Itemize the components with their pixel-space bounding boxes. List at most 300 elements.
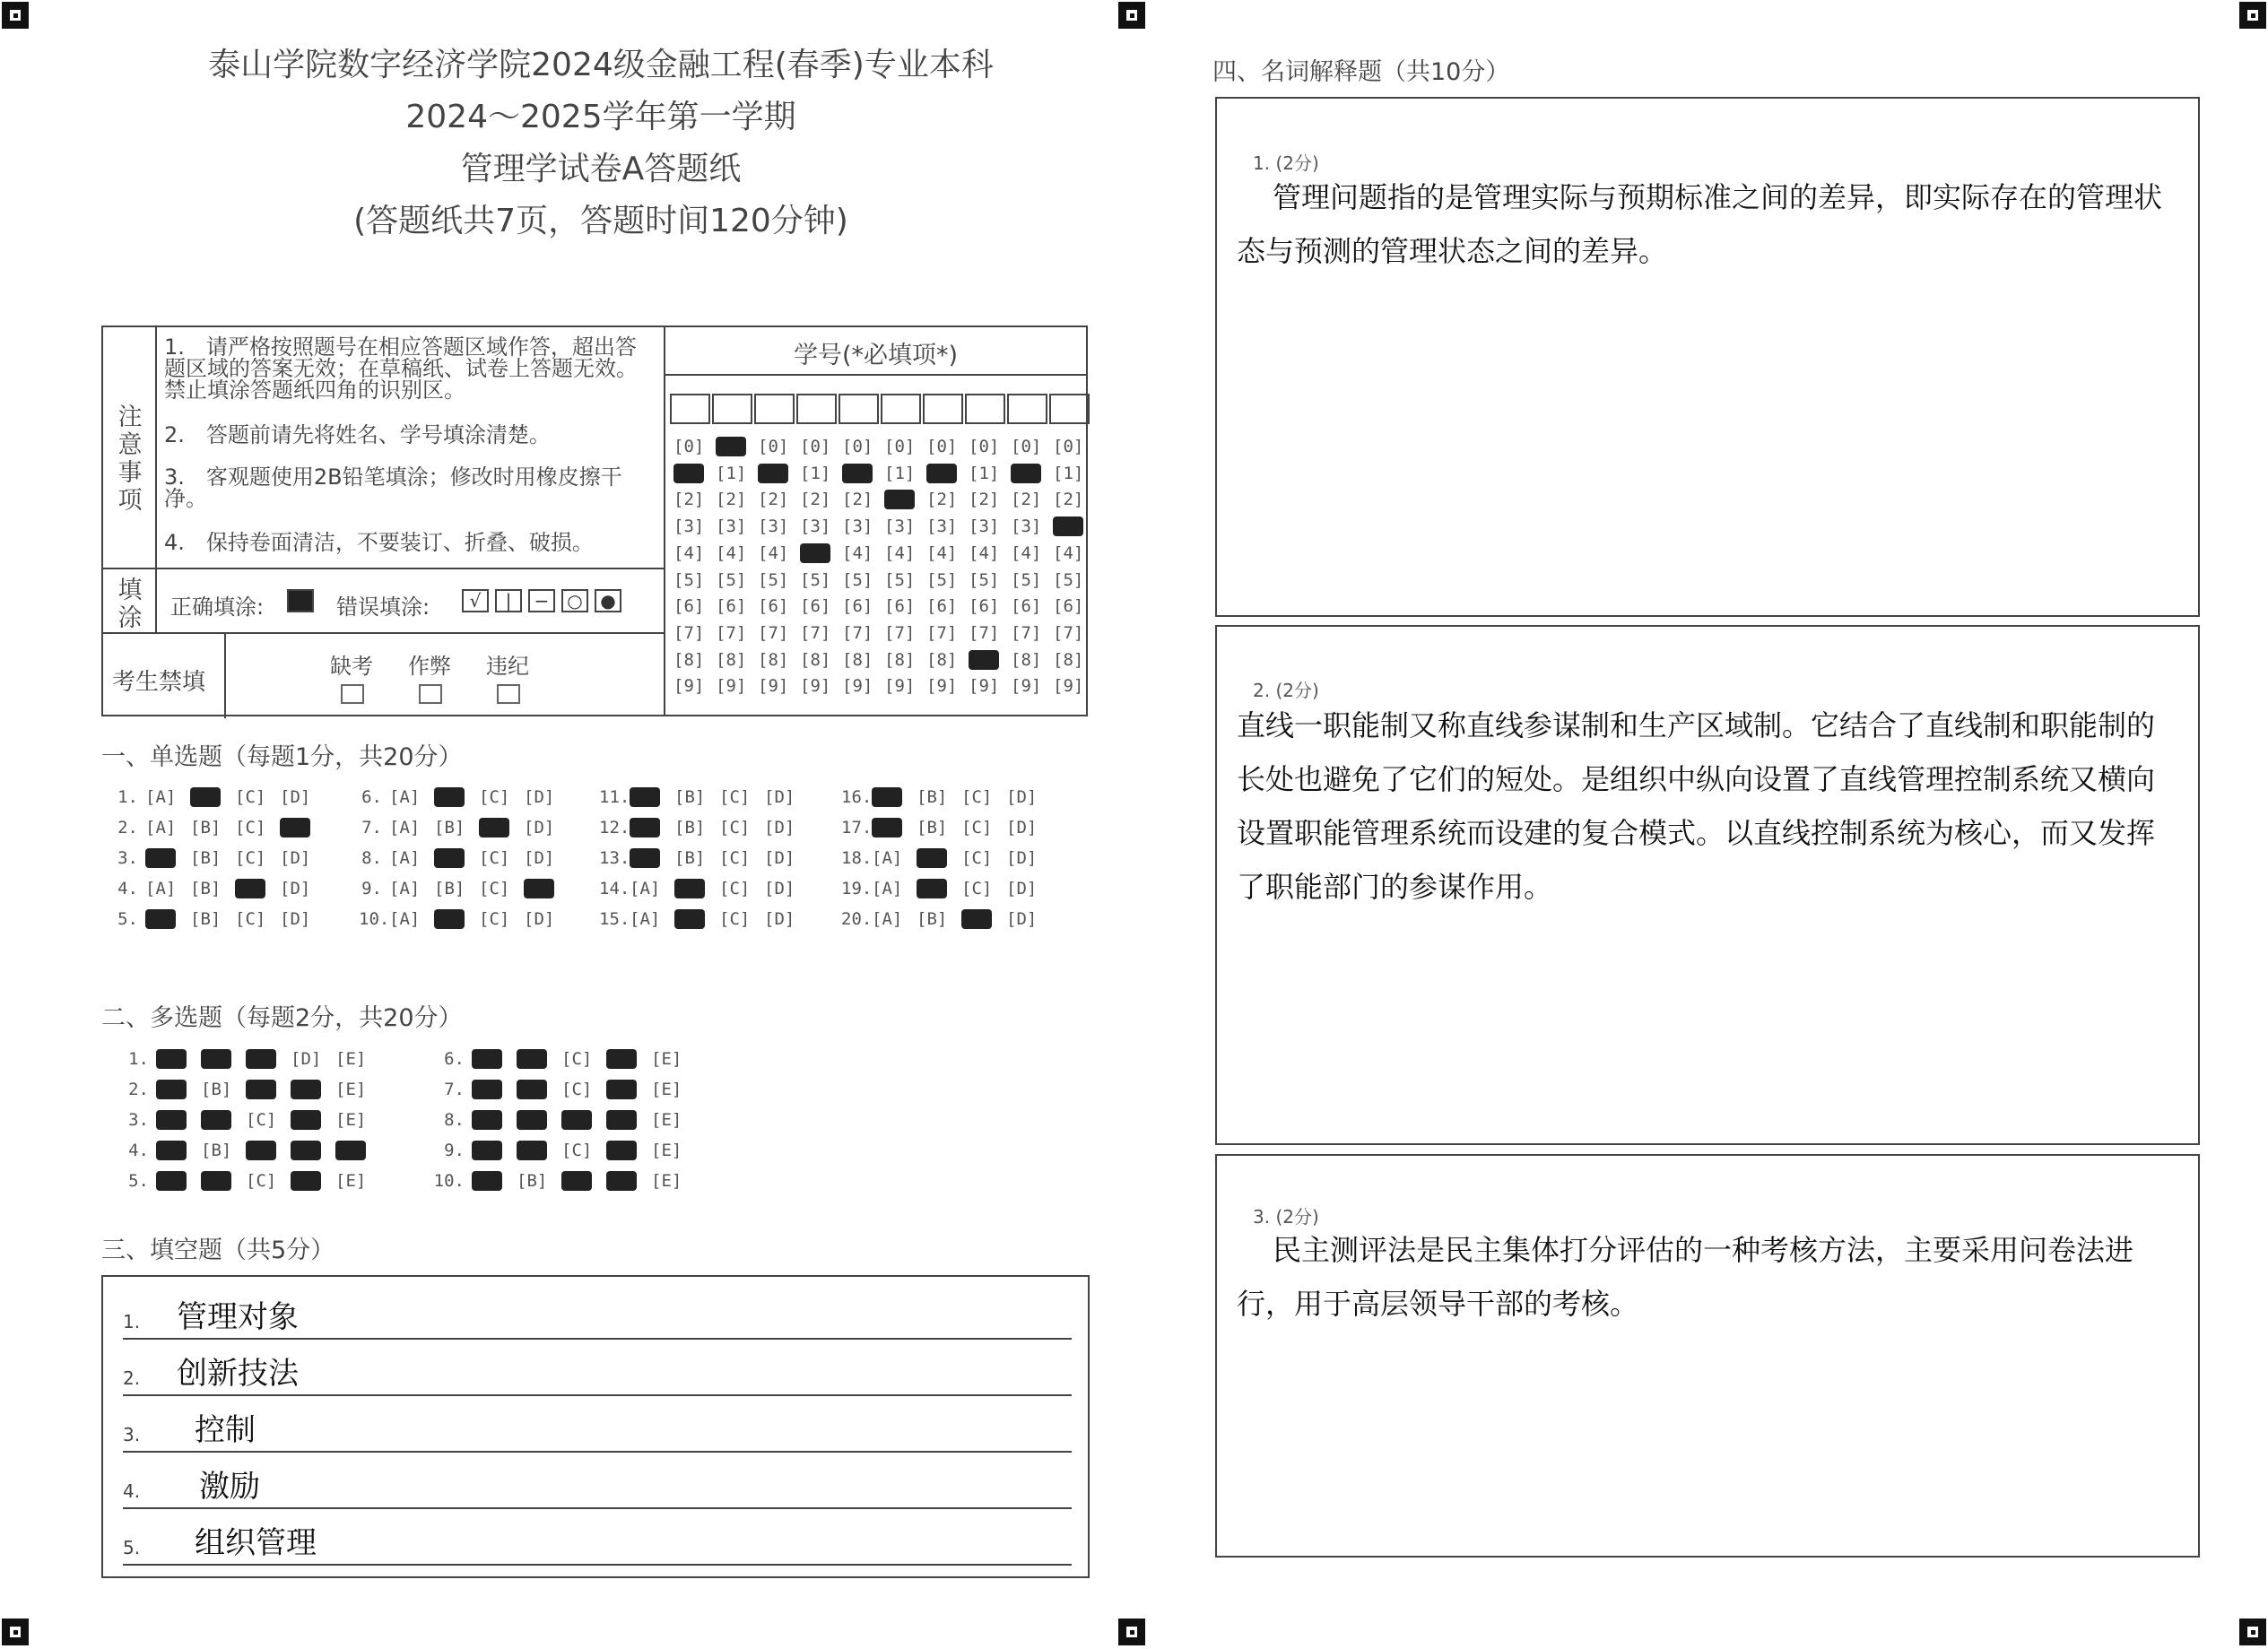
- option-bubble[interactable]: [C]: [719, 848, 751, 868]
- student-id-bubble[interactable]: [7]: [884, 622, 916, 643]
- student-id-cell-6[interactable]: [881, 394, 921, 424]
- notice-label: 注 意 事 项: [117, 404, 143, 515]
- option-bubble[interactable]: [D]: [1006, 787, 1038, 807]
- option-bubble[interactable]: [A]: [630, 848, 661, 868]
- student-id-bubble[interactable]: [0]: [969, 437, 1000, 456]
- student-id-bubble[interactable]: [2]: [969, 490, 1000, 510]
- question-number: 17.: [841, 818, 873, 838]
- wrong-fill-sample-3: −: [528, 589, 555, 612]
- student-id-bubble[interactable]: [2]: [673, 490, 705, 510]
- option-bubble[interactable]: [E]: [651, 1049, 682, 1069]
- notice-item-4: 4. 保持卷面清洁，不要装订、折叠、破损。: [164, 530, 594, 555]
- student-id-bubble[interactable]: [4]: [673, 542, 705, 563]
- option-bubble[interactable]: [D]: [1006, 879, 1038, 898]
- student-id-bubble[interactable]: [1]: [800, 463, 831, 483]
- option-bubble[interactable]: [A]: [145, 818, 177, 838]
- student-id-bubble[interactable]: [8]: [758, 649, 789, 670]
- student-id-bubble[interactable]: [4]: [716, 542, 747, 563]
- student-id-bubble[interactable]: [8]: [1053, 649, 1084, 670]
- student-id-bubble[interactable]: [4]: [969, 542, 1000, 563]
- student-id-bubble[interactable]: [8]: [969, 649, 1000, 670]
- option-bubble[interactable]: [C]: [479, 818, 510, 838]
- student-id-bubble[interactable]: [1]: [1011, 463, 1042, 483]
- option-bubble[interactable]: [C]: [561, 1110, 593, 1130]
- fill-in-row-2: [123, 1341, 1072, 1396]
- option-bubble[interactable]: [D]: [764, 818, 795, 838]
- option-bubble[interactable]: [D]: [524, 879, 555, 898]
- option-bubble[interactable]: [A]: [389, 818, 421, 838]
- student-id-bubble[interactable]: [7]: [758, 622, 789, 643]
- option-bubble[interactable]: [D]: [764, 848, 795, 868]
- option-bubble[interactable]: [A]: [156, 1049, 187, 1069]
- student-id-bubble[interactable]: [0]: [673, 437, 705, 456]
- option-bubble[interactable]: [C]: [719, 879, 751, 898]
- student-id-cell-3[interactable]: [754, 394, 795, 424]
- student-id-bubble[interactable]: [1]: [673, 463, 705, 483]
- option-bubble[interactable]: [A]: [156, 1110, 187, 1130]
- option-bubble[interactable]: [B]: [517, 1141, 548, 1160]
- student-id-bubble[interactable]: [4]: [758, 542, 789, 563]
- option-bubble[interactable]: [A]: [630, 787, 661, 807]
- option-bubble[interactable]: [C]: [561, 1080, 593, 1099]
- option-bubble[interactable]: [A]: [472, 1141, 503, 1160]
- option-bubble[interactable]: [C]: [719, 818, 751, 838]
- multi-choice-row: [430, 1171, 696, 1191]
- question-number: 16.: [841, 787, 873, 807]
- student-id-bubble[interactable]: [8]: [842, 649, 873, 670]
- question-number: 3.: [128, 1110, 149, 1130]
- option-bubble[interactable]: [B]: [201, 1049, 232, 1069]
- student-id-bubble[interactable]: [2]: [926, 490, 958, 510]
- exam-flag-checkbox-1[interactable]: [341, 684, 364, 704]
- student-id-bubble[interactable]: [9]: [926, 676, 958, 697]
- student-id-bubble[interactable]: [9]: [884, 676, 916, 697]
- option-bubble[interactable]: [B]: [201, 1080, 232, 1099]
- multi-choice-row: [115, 1141, 380, 1160]
- student-id-bubble[interactable]: [3]: [716, 516, 747, 537]
- option-bubble[interactable]: [D]: [291, 1080, 322, 1099]
- option-bubble[interactable]: [A]: [145, 848, 177, 868]
- student-id-bubble[interactable]: [4]: [842, 542, 873, 563]
- question-number: 19.: [841, 879, 873, 898]
- option-bubble[interactable]: [A]: [630, 818, 661, 838]
- option-bubble[interactable]: [B]: [434, 879, 465, 898]
- option-bubble[interactable]: [D]: [1006, 909, 1038, 929]
- single-choice-row: [115, 848, 325, 868]
- student-id-bubble[interactable]: [5]: [716, 569, 747, 590]
- single-choice-row: [841, 879, 1051, 898]
- single-choice-row: [599, 879, 809, 898]
- student-id-bubble[interactable]: [1]: [1053, 463, 1084, 483]
- wrong-fill-label: 错误填涂:: [336, 595, 430, 620]
- option-bubble[interactable]: [C]: [246, 1049, 277, 1069]
- student-id-bubble[interactable]: [3]: [842, 516, 873, 537]
- option-bubble[interactable]: [B]: [434, 787, 465, 807]
- option-bubble[interactable]: [B]: [434, 848, 465, 868]
- option-bubble[interactable]: [A]: [472, 1110, 503, 1130]
- option-bubble[interactable]: [A]: [872, 787, 903, 807]
- corner-marker-top-right: [2239, 2, 2266, 29]
- option-bubble[interactable]: [A]: [145, 879, 177, 898]
- student-id-bubble[interactable]: [7]: [1053, 622, 1084, 643]
- option-bubble[interactable]: [E]: [335, 1080, 367, 1099]
- student-id-bubble[interactable]: [0]: [1011, 437, 1042, 456]
- exam-flag-checkbox-3[interactable]: [497, 684, 520, 704]
- option-bubble[interactable]: [B]: [190, 818, 222, 838]
- exam-title-line2: 2024～2025学年第一学期: [405, 99, 796, 135]
- option-bubble[interactable]: [E]: [651, 1110, 682, 1130]
- option-bubble[interactable]: [A]: [872, 848, 903, 868]
- student-id-bubble[interactable]: [5]: [884, 569, 916, 590]
- student-id-bubble[interactable]: [4]: [1053, 542, 1084, 563]
- option-bubble[interactable]: [B]: [190, 848, 222, 868]
- option-bubble[interactable]: [D]: [280, 848, 311, 868]
- option-bubble[interactable]: [B]: [917, 848, 948, 868]
- student-id-bubble[interactable]: [3]: [1011, 516, 1042, 537]
- option-bubble[interactable]: [C]: [479, 909, 510, 929]
- option-bubble[interactable]: [B]: [674, 879, 706, 898]
- question-number: 5.: [128, 1171, 149, 1191]
- student-id-cell-9[interactable]: [1007, 394, 1047, 424]
- exam-title-line3: 管理学试卷A答题纸: [460, 151, 742, 187]
- student-id-bubble[interactable]: [3]: [969, 516, 1000, 537]
- option-bubble[interactable]: [B]: [190, 879, 222, 898]
- single-choice-row: [841, 909, 1051, 929]
- option-bubble[interactable]: [C]: [961, 818, 993, 838]
- option-bubble[interactable]: [C]: [246, 1141, 277, 1160]
- option-bubble[interactable]: [C]: [235, 909, 266, 929]
- option-bubble[interactable]: [A]: [472, 1049, 503, 1069]
- option-bubble[interactable]: [E]: [651, 1080, 682, 1099]
- student-id-bubble[interactable]: [7]: [969, 622, 1000, 643]
- student-id-bubble[interactable]: [5]: [842, 569, 873, 590]
- student-id-bubble[interactable]: [9]: [800, 676, 831, 697]
- student-id-bubble[interactable]: [6]: [673, 596, 705, 617]
- option-bubble[interactable]: [B]: [917, 787, 948, 807]
- student-id-bubble[interactable]: [3]: [673, 516, 705, 537]
- option-bubble[interactable]: [A]: [156, 1080, 187, 1099]
- option-bubble[interactable]: [D]: [280, 879, 311, 898]
- option-bubble[interactable]: [B]: [674, 787, 706, 807]
- option-bubble[interactable]: [B]: [517, 1110, 548, 1130]
- student-id-bubble[interactable]: [4]: [884, 542, 916, 563]
- notice-item-2: 2. 答题前请先将姓名、学号填涂清楚。: [164, 422, 551, 447]
- question-number: 5.: [117, 909, 138, 929]
- option-bubble[interactable]: [D]: [1006, 818, 1038, 838]
- option-bubble[interactable]: [D]: [291, 1110, 322, 1130]
- student-id-bubble[interactable]: [4]: [926, 542, 958, 563]
- option-bubble[interactable]: [C]: [561, 1141, 593, 1160]
- student-id-bubble[interactable]: [5]: [969, 569, 1000, 590]
- student-id-bubble[interactable]: [2]: [1053, 490, 1084, 510]
- option-bubble[interactable]: [A]: [389, 787, 421, 807]
- option-bubble[interactable]: [C]: [235, 848, 266, 868]
- option-bubble[interactable]: [A]: [872, 909, 903, 929]
- option-bubble[interactable]: [C]: [719, 787, 751, 807]
- student-id-bubble[interactable]: [0]: [716, 437, 747, 456]
- option-bubble[interactable]: [E]: [651, 1171, 682, 1191]
- option-bubble[interactable]: [B]: [434, 909, 465, 929]
- option-bubble[interactable]: [B]: [674, 909, 706, 929]
- option-bubble[interactable]: [D]: [291, 1171, 322, 1191]
- student-id-bubble[interactable]: [0]: [842, 437, 873, 456]
- option-bubble[interactable]: [A]: [145, 787, 177, 807]
- student-id-bubble[interactable]: [6]: [800, 596, 831, 617]
- option-bubble[interactable]: [D]: [1006, 848, 1038, 868]
- question-number: 2.: [128, 1080, 149, 1099]
- exam-flags-label: 考生禁填: [112, 669, 206, 696]
- option-bubble[interactable]: [B]: [190, 909, 222, 929]
- option-bubble[interactable]: [A]: [472, 1080, 503, 1099]
- option-bubble[interactable]: [A]: [156, 1171, 187, 1191]
- student-id-bubble[interactable]: [3]: [800, 516, 831, 537]
- option-bubble[interactable]: [D]: [524, 818, 555, 838]
- student-id-bubble[interactable]: [3]: [1053, 516, 1084, 537]
- option-bubble[interactable]: [B]: [917, 879, 948, 898]
- student-id-bubble[interactable]: [9]: [716, 676, 747, 697]
- option-bubble[interactable]: [A]: [389, 879, 421, 898]
- fill-in-answer[interactable]: 控制: [195, 1412, 256, 1448]
- student-id-bubble[interactable]: [8]: [884, 649, 916, 670]
- exam-flag-label-3: 违纪: [486, 654, 529, 679]
- student-id-bubble[interactable]: [6]: [969, 596, 1000, 617]
- student-id-bubble[interactable]: [4]: [800, 542, 831, 563]
- question-number: 20.: [841, 909, 873, 929]
- student-id-bubble[interactable]: [3]: [884, 516, 916, 537]
- student-id-bubble[interactable]: [9]: [842, 676, 873, 697]
- option-bubble[interactable]: [A]: [630, 879, 661, 898]
- option-bubble[interactable]: [E]: [335, 1110, 367, 1130]
- student-id-bubble[interactable]: [2]: [758, 490, 789, 510]
- student-id-bubble[interactable]: [9]: [673, 676, 705, 697]
- option-bubble[interactable]: [B]: [201, 1171, 232, 1191]
- student-id-cell-10[interactable]: [1049, 394, 1090, 424]
- option-bubble[interactable]: [C]: [479, 879, 510, 898]
- student-id-bubble[interactable]: [4]: [1011, 542, 1042, 563]
- option-bubble[interactable]: [D]: [606, 1110, 638, 1130]
- exam-title-line4: (答题纸共7页，答题时间120分钟): [353, 203, 848, 239]
- option-bubble[interactable]: [C]: [246, 1110, 277, 1130]
- option-bubble[interactable]: [C]: [246, 1080, 277, 1099]
- option-bubble[interactable]: [C]: [246, 1171, 277, 1191]
- student-id-bubble[interactable]: [1]: [926, 463, 958, 483]
- single-choice-row: [359, 848, 569, 868]
- option-bubble[interactable]: [A]: [145, 909, 177, 929]
- student-id-bubble[interactable]: [2]: [800, 490, 831, 510]
- option-bubble[interactable]: [E]: [335, 1049, 367, 1069]
- option-bubble[interactable]: [D]: [606, 1171, 638, 1191]
- student-id-bubble[interactable]: [7]: [926, 622, 958, 643]
- notice-item-1: 1. 请严格按照题号在相应答题区域作答，超出答题区域的答案无效；在草稿纸、试卷上答题无效。禁止填涂答题纸四角的识别区。: [164, 334, 638, 403]
- student-id-bubble[interactable]: [1]: [969, 463, 1000, 483]
- option-bubble[interactable]: [D]: [524, 909, 555, 929]
- term-answer-3-text: 民主测评法是民主集体打分评估的一种考核方法，主要采用问卷法进行，用于高层领导干部的考核。: [1237, 1233, 2134, 1321]
- option-bubble[interactable]: [A]: [872, 818, 903, 838]
- student-id-bubble[interactable]: [0]: [800, 437, 831, 456]
- student-id-bubble[interactable]: [2]: [884, 490, 916, 510]
- fill-in-answer[interactable]: 组织管理: [195, 1525, 317, 1561]
- section2-title: 二、多选题（每题2分，共20分）: [101, 1004, 463, 1032]
- exam-flag-label-1: 缺考: [330, 654, 373, 679]
- corner-marker-bottom-left: [2, 1619, 29, 1645]
- student-id-bubble[interactable]: [3]: [758, 516, 789, 537]
- option-bubble[interactable]: [D]: [291, 1141, 322, 1160]
- option-bubble[interactable]: [D]: [280, 909, 311, 929]
- student-id-bubble[interactable]: [0]: [1053, 437, 1084, 456]
- exam-flag-checkbox-2[interactable]: [419, 684, 442, 704]
- student-id-bubble[interactable]: [3]: [926, 516, 958, 537]
- option-bubble[interactable]: [C]: [961, 879, 993, 898]
- section4-title: 四、名词解释题（共10分）: [1212, 58, 1510, 86]
- option-bubble[interactable]: [B]: [434, 818, 465, 838]
- option-bubble[interactable]: [C]: [235, 787, 266, 807]
- student-id-bubble[interactable]: [8]: [673, 649, 705, 670]
- student-id-bubble[interactable]: [6]: [884, 596, 916, 617]
- term-question-1-label: 1. (2分): [1253, 152, 1319, 174]
- option-bubble[interactable]: [A]: [872, 879, 903, 898]
- student-id-bubble[interactable]: [6]: [1053, 596, 1084, 617]
- option-bubble[interactable]: [D]: [291, 1049, 322, 1069]
- option-bubble[interactable]: [C]: [235, 818, 266, 838]
- option-bubble[interactable]: [C]: [479, 848, 510, 868]
- option-bubble[interactable]: [B]: [190, 787, 222, 807]
- option-bubble[interactable]: [B]: [917, 909, 948, 929]
- term-answer-1-text: 管理问题指的是管理实际与预期标准之间的差异，即实际存在的管理状态与预测的管理状态之间的差异。: [1237, 180, 2163, 268]
- option-bubble[interactable]: [A]: [630, 909, 661, 929]
- single-choice-row: [115, 787, 325, 807]
- student-id-bubble[interactable]: [6]: [842, 596, 873, 617]
- single-choice-row: [359, 879, 569, 898]
- option-bubble[interactable]: [A]: [156, 1141, 187, 1160]
- student-id-bubble[interactable]: [7]: [716, 622, 747, 643]
- option-bubble[interactable]: [D]: [524, 787, 555, 807]
- student-id-bubble[interactable]: [9]: [1053, 676, 1084, 697]
- student-id-bubble[interactable]: [5]: [1011, 569, 1042, 590]
- option-bubble[interactable]: [B]: [201, 1141, 232, 1160]
- option-bubble[interactable]: [B]: [517, 1171, 548, 1191]
- corner-marker-bottom-middle: [1118, 1619, 1145, 1645]
- student-id-bubble[interactable]: [1]: [884, 463, 916, 483]
- student-id-bubble[interactable]: [5]: [673, 569, 705, 590]
- student-id-bubble[interactable]: [2]: [1011, 490, 1042, 510]
- student-id-bubble[interactable]: [8]: [800, 649, 831, 670]
- option-bubble[interactable]: [C]: [961, 787, 993, 807]
- question-number: 4.: [128, 1141, 149, 1160]
- student-id-bubble[interactable]: [1]: [716, 463, 747, 483]
- student-id-bubble[interactable]: [7]: [673, 622, 705, 643]
- single-choice-row: [359, 787, 569, 807]
- student-id-bubble[interactable]: [8]: [716, 649, 747, 670]
- option-bubble[interactable]: [D]: [606, 1080, 638, 1099]
- option-bubble[interactable]: [B]: [674, 818, 706, 838]
- option-bubble[interactable]: [A]: [389, 848, 421, 868]
- student-id-cell-1[interactable]: [670, 394, 710, 424]
- student-id-bubble[interactable]: [1]: [758, 463, 789, 483]
- student-id-bubble[interactable]: [0]: [758, 437, 789, 456]
- student-id-bubble[interactable]: [8]: [1011, 649, 1042, 670]
- student-id-cell-2[interactable]: [712, 394, 752, 424]
- question-number: 8.: [361, 848, 382, 868]
- fill-in-answer[interactable]: 激励: [199, 1469, 260, 1505]
- fill-in-answer[interactable]: 创新技法: [177, 1356, 299, 1392]
- student-id-bubble[interactable]: [2]: [842, 490, 873, 510]
- option-bubble[interactable]: [A]: [472, 1171, 503, 1191]
- student-id-bubble[interactable]: [9]: [969, 676, 1000, 697]
- question-number: 3.: [117, 848, 138, 868]
- question-number: 18.: [841, 848, 873, 868]
- option-bubble[interactable]: [C]: [961, 848, 993, 868]
- student-id-bubble[interactable]: [1]: [842, 463, 873, 483]
- option-bubble[interactable]: [C]: [479, 787, 510, 807]
- student-id-bubble[interactable]: [0]: [884, 437, 916, 456]
- student-id-bubble[interactable]: [5]: [926, 569, 958, 590]
- student-id-bubble[interactable]: [5]: [800, 569, 831, 590]
- student-id-bubble[interactable]: [8]: [926, 649, 958, 670]
- student-id-bubble[interactable]: [7]: [1011, 622, 1042, 643]
- option-bubble[interactable]: [E]: [335, 1171, 367, 1191]
- option-bubble[interactable]: [D]: [764, 879, 795, 898]
- student-id-cell-5[interactable]: [839, 394, 879, 424]
- student-id-cell-8[interactable]: [965, 394, 1005, 424]
- option-bubble[interactable]: [D]: [524, 848, 555, 868]
- student-id-bubble[interactable]: [0]: [926, 437, 958, 456]
- student-id-bubble[interactable]: [9]: [1011, 676, 1042, 697]
- student-id-bubble[interactable]: [6]: [758, 596, 789, 617]
- fill-in-row-1: [123, 1284, 1072, 1340]
- student-id-bubble[interactable]: [6]: [716, 596, 747, 617]
- option-bubble[interactable]: [D]: [764, 787, 795, 807]
- option-bubble[interactable]: [B]: [201, 1110, 232, 1130]
- fill-in-answer[interactable]: 管理对象: [177, 1299, 299, 1335]
- option-bubble[interactable]: [D]: [606, 1141, 638, 1160]
- student-id-bubble[interactable]: [5]: [758, 569, 789, 590]
- option-bubble[interactable]: [E]: [651, 1141, 682, 1160]
- option-bubble[interactable]: [B]: [517, 1049, 548, 1069]
- option-bubble[interactable]: [C]: [719, 909, 751, 929]
- student-id-bubble[interactable]: [2]: [716, 490, 747, 510]
- single-choice-row: [115, 818, 325, 838]
- option-bubble[interactable]: [D]: [764, 909, 795, 929]
- option-bubble[interactable]: [B]: [674, 848, 706, 868]
- option-bubble[interactable]: [A]: [389, 909, 421, 929]
- fill-in-number: 1.: [123, 1311, 141, 1332]
- student-id-cell-4[interactable]: [796, 394, 837, 424]
- option-bubble[interactable]: [D]: [280, 818, 311, 838]
- option-bubble[interactable]: [D]: [280, 787, 311, 807]
- info-table: [101, 325, 1088, 716]
- option-bubble[interactable]: [C]: [561, 1049, 593, 1069]
- student-id-cell-7[interactable]: [923, 394, 963, 424]
- student-id-bubble[interactable]: [6]: [1011, 596, 1042, 617]
- option-bubble[interactable]: [C]: [235, 879, 266, 898]
- option-bubble[interactable]: [C]: [961, 909, 993, 929]
- student-id-bubble[interactable]: [9]: [758, 676, 789, 697]
- student-id-bubble[interactable]: [7]: [800, 622, 831, 643]
- single-choice-row: [115, 879, 325, 898]
- option-bubble[interactable]: [B]: [917, 818, 948, 838]
- student-id-bubble[interactable]: [7]: [842, 622, 873, 643]
- option-bubble[interactable]: [C]: [561, 1171, 593, 1191]
- question-number: 7.: [444, 1080, 465, 1099]
- option-bubble[interactable]: [E]: [335, 1141, 367, 1160]
- option-bubble[interactable]: [B]: [517, 1080, 548, 1099]
- student-id-bubble[interactable]: [5]: [1053, 569, 1084, 590]
- question-number: 9.: [444, 1141, 465, 1160]
- wrong-fill-sample-5: ●: [595, 589, 621, 612]
- option-bubble[interactable]: [D]: [606, 1049, 638, 1069]
- question-number: 2.: [117, 818, 138, 838]
- student-id-bubble[interactable]: [6]: [926, 596, 958, 617]
